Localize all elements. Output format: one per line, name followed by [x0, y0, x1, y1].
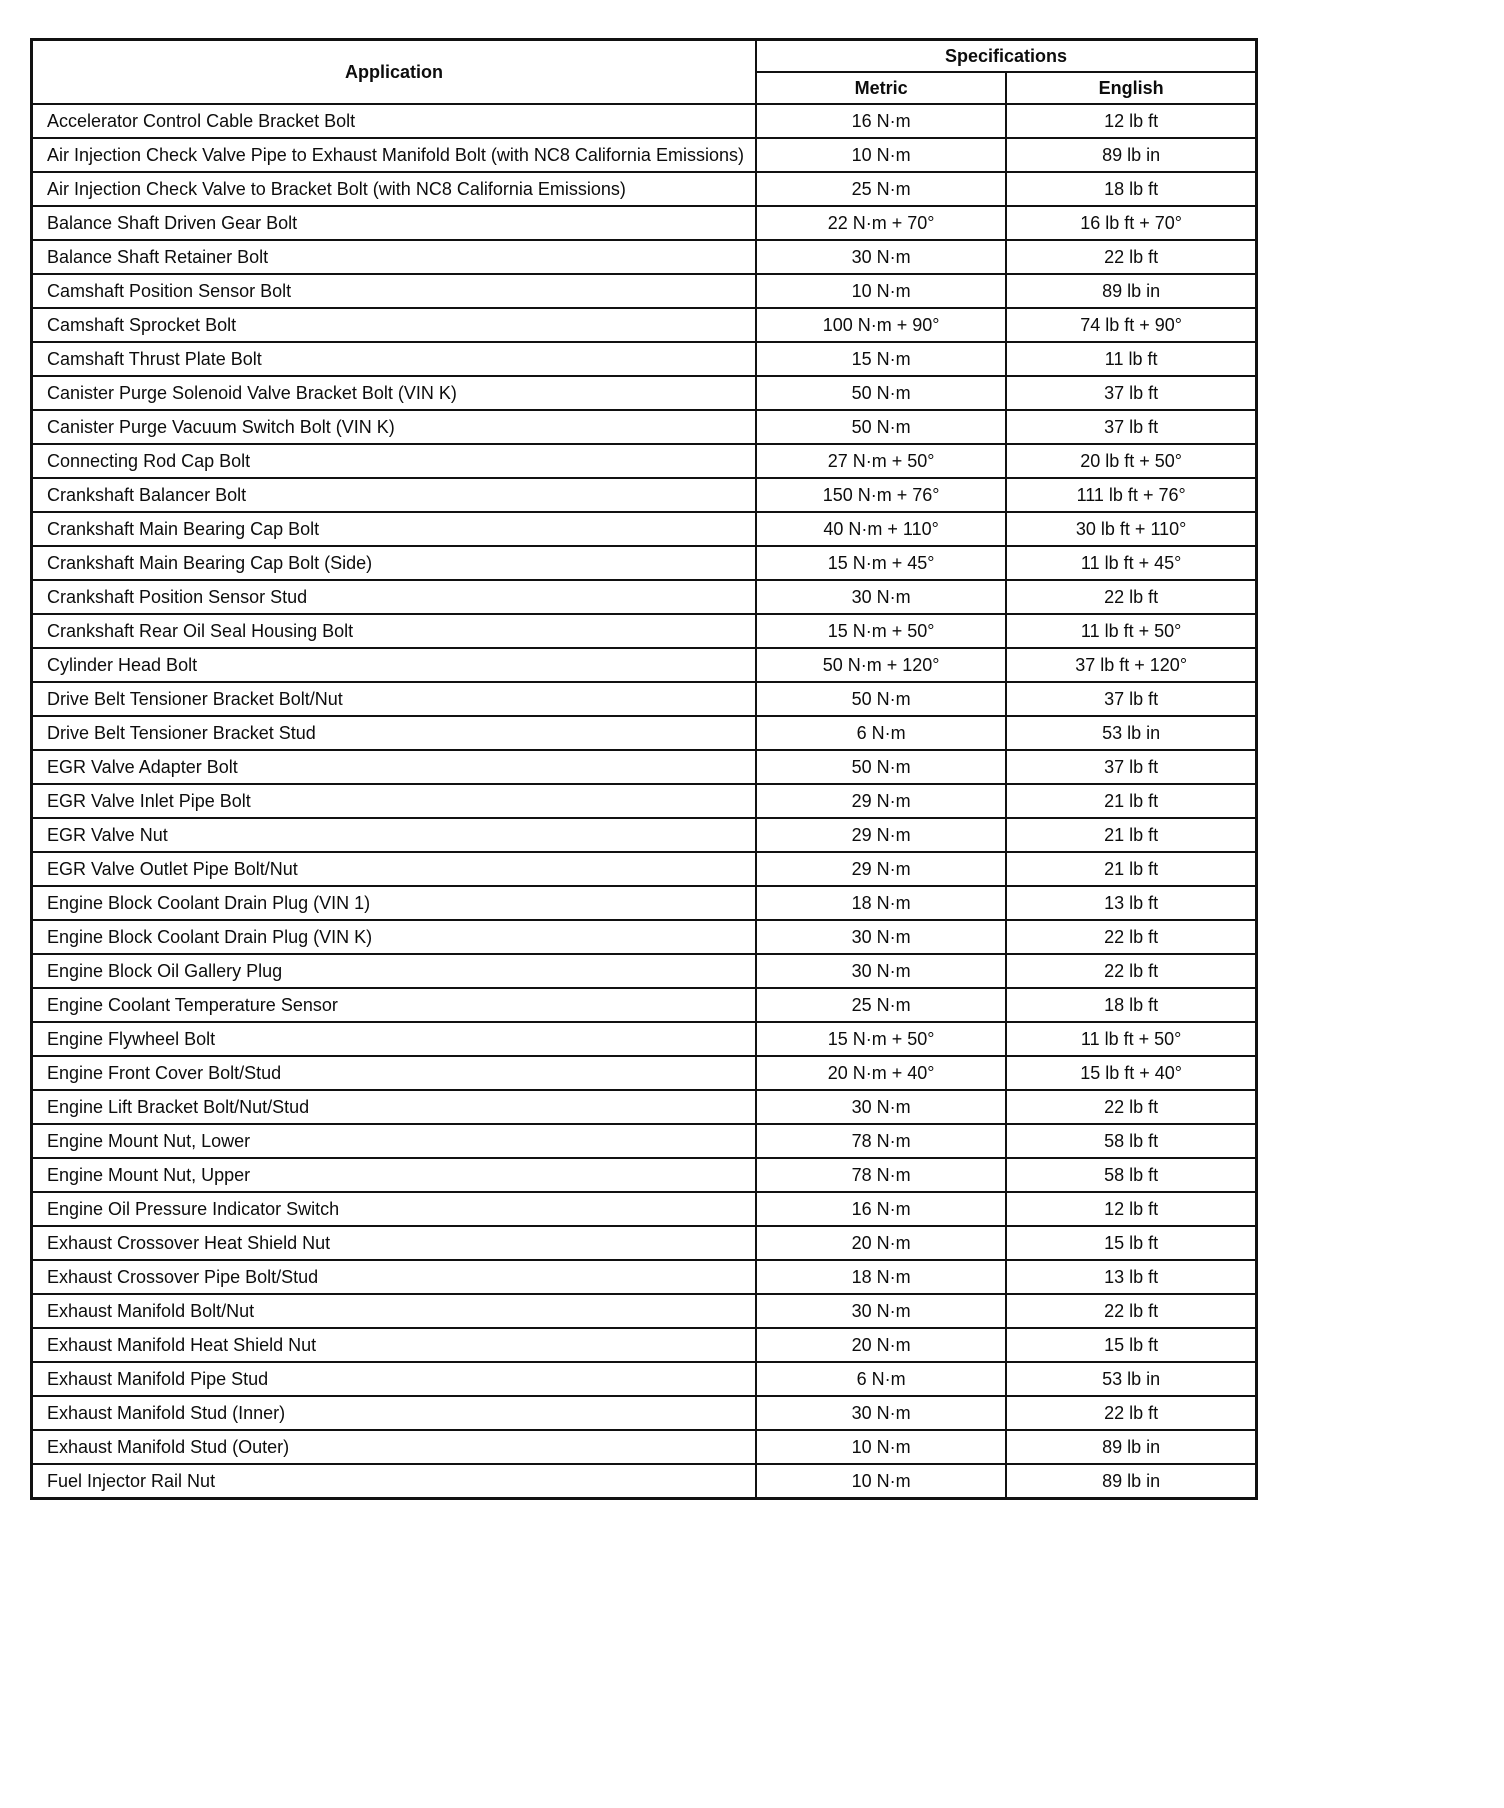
metric-value-cell: 20 N·m + 40°	[756, 1056, 1006, 1090]
application-cell: Engine Lift Bracket Bolt/Nut/Stud	[32, 1090, 757, 1124]
metric-value-cell: 15 N·m + 45°	[756, 546, 1006, 580]
table-row	[32, 546, 1257, 580]
metric-value-cell: 30 N·m	[756, 1396, 1006, 1430]
metric-value-cell: 50 N·m	[756, 750, 1006, 784]
application-cell: Crankshaft Main Bearing Cap Bolt	[32, 512, 757, 546]
english-value-cell: 22 lb ft	[1006, 920, 1256, 954]
metric-value-cell: 18 N·m	[756, 1260, 1006, 1294]
english-value-cell: 15 lb ft	[1006, 1328, 1256, 1362]
table-row	[32, 580, 1257, 614]
metric-value-cell: 29 N·m	[756, 852, 1006, 886]
table-row	[32, 886, 1257, 920]
metric-value-cell: 20 N·m	[756, 1328, 1006, 1362]
english-value-cell: 89 lb in	[1006, 1464, 1256, 1499]
application-cell: Crankshaft Balancer Bolt	[32, 478, 757, 512]
metric-value-cell: 50 N·m	[756, 376, 1006, 410]
metric-value-cell: 78 N·m	[756, 1158, 1006, 1192]
table-row	[32, 138, 1257, 172]
application-cell: Exhaust Crossover Heat Shield Nut	[32, 1226, 757, 1260]
application-cell: Engine Block Oil Gallery Plug	[32, 954, 757, 988]
metric-value-cell: 150 N·m + 76°	[756, 478, 1006, 512]
english-value-cell: 37 lb ft	[1006, 376, 1256, 410]
table-row	[32, 512, 1257, 546]
metric-value-cell: 50 N·m + 120°	[756, 648, 1006, 682]
metric-value-cell: 15 N·m + 50°	[756, 614, 1006, 648]
english-value-cell: 22 lb ft	[1006, 1396, 1256, 1430]
metric-value-cell: 25 N·m	[756, 172, 1006, 206]
header-row-top	[32, 40, 1257, 73]
application-cell: Engine Block Coolant Drain Plug (VIN K)	[32, 920, 757, 954]
application-cell: Camshaft Thrust Plate Bolt	[32, 342, 757, 376]
application-cell: Exhaust Manifold Stud (Inner)	[32, 1396, 757, 1430]
metric-value-cell: 16 N·m	[756, 104, 1006, 138]
english-value-cell: 58 lb ft	[1006, 1124, 1256, 1158]
application-cell: EGR Valve Adapter Bolt	[32, 750, 757, 784]
english-value-cell: 22 lb ft	[1006, 580, 1256, 614]
application-cell: Engine Coolant Temperature Sensor	[32, 988, 757, 1022]
application-cell: Balance Shaft Retainer Bolt	[32, 240, 757, 274]
application-cell: Air Injection Check Valve Pipe to Exhaust Manifold Bolt (with NC8 California Emissions)	[32, 138, 757, 172]
table-row	[32, 206, 1257, 240]
metric-value-cell: 40 N·m + 110°	[756, 512, 1006, 546]
application-cell: EGR Valve Nut	[32, 818, 757, 852]
metric-value-cell: 20 N·m	[756, 1226, 1006, 1260]
english-value-cell: 22 lb ft	[1006, 1090, 1256, 1124]
english-value-cell: 89 lb in	[1006, 274, 1256, 308]
english-value-cell: 37 lb ft	[1006, 750, 1256, 784]
english-value-cell: 22 lb ft	[1006, 954, 1256, 988]
metric-value-cell: 30 N·m	[756, 920, 1006, 954]
metric-value-cell: 100 N·m + 90°	[756, 308, 1006, 342]
application-cell: Engine Mount Nut, Upper	[32, 1158, 757, 1192]
table-row	[32, 682, 1257, 716]
application-cell: Exhaust Manifold Pipe Stud	[32, 1362, 757, 1396]
table-row	[32, 274, 1257, 308]
english-value-cell: 37 lb ft	[1006, 410, 1256, 444]
application-cell: Engine Mount Nut, Lower	[32, 1124, 757, 1158]
table-row	[32, 240, 1257, 274]
table-row	[32, 614, 1257, 648]
metric-value-cell: 16 N·m	[756, 1192, 1006, 1226]
metric-value-cell: 50 N·m	[756, 410, 1006, 444]
english-value-cell: 13 lb ft	[1006, 1260, 1256, 1294]
table-row	[32, 1396, 1257, 1430]
english-value-cell: 89 lb in	[1006, 138, 1256, 172]
english-value-cell: 37 lb ft + 120°	[1006, 648, 1256, 682]
application-cell: Exhaust Manifold Bolt/Nut	[32, 1294, 757, 1328]
table-row	[32, 1362, 1257, 1396]
table-row	[32, 1056, 1257, 1090]
table-row	[32, 988, 1257, 1022]
table-row	[32, 1328, 1257, 1362]
english-value-cell: 11 lb ft + 45°	[1006, 546, 1256, 580]
table-row	[32, 308, 1257, 342]
metric-value-cell: 15 N·m + 50°	[756, 1022, 1006, 1056]
application-cell: EGR Valve Inlet Pipe Bolt	[32, 784, 757, 818]
metric-value-cell: 10 N·m	[756, 1430, 1006, 1464]
metric-value-cell: 30 N·m	[756, 954, 1006, 988]
application-cell: Camshaft Position Sensor Bolt	[32, 274, 757, 308]
table-header	[32, 40, 1257, 105]
table-row	[32, 172, 1257, 206]
english-value-cell: 111 lb ft + 76°	[1006, 478, 1256, 512]
english-column-header: English	[1006, 72, 1256, 104]
application-column-header: Application	[32, 40, 757, 105]
metric-value-cell: 29 N·m	[756, 784, 1006, 818]
english-value-cell: 20 lb ft + 50°	[1006, 444, 1256, 478]
application-cell: Air Injection Check Valve to Bracket Bolt (with NC8 California Emissions)	[32, 172, 757, 206]
english-value-cell: 18 lb ft	[1006, 988, 1256, 1022]
application-cell: Camshaft Sprocket Bolt	[32, 308, 757, 342]
application-cell: Canister Purge Solenoid Valve Bracket Bolt (VIN K)	[32, 376, 757, 410]
metric-value-cell: 15 N·m	[756, 342, 1006, 376]
english-value-cell: 11 lb ft + 50°	[1006, 614, 1256, 648]
application-cell: Balance Shaft Driven Gear Bolt	[32, 206, 757, 240]
english-value-cell: 22 lb ft	[1006, 1294, 1256, 1328]
metric-value-cell: 27 N·m + 50°	[756, 444, 1006, 478]
table-row	[32, 1226, 1257, 1260]
metric-value-cell: 30 N·m	[756, 1090, 1006, 1124]
application-cell: Engine Flywheel Bolt	[32, 1022, 757, 1056]
application-cell: Drive Belt Tensioner Bracket Stud	[32, 716, 757, 750]
table-row	[32, 444, 1257, 478]
metric-value-cell: 6 N·m	[756, 1362, 1006, 1396]
application-cell: Exhaust Manifold Stud (Outer)	[32, 1430, 757, 1464]
table-row	[32, 920, 1257, 954]
table-row	[32, 1022, 1257, 1056]
english-value-cell: 18 lb ft	[1006, 172, 1256, 206]
application-cell: Drive Belt Tensioner Bracket Bolt/Nut	[32, 682, 757, 716]
table-row	[32, 818, 1257, 852]
english-value-cell: 37 lb ft	[1006, 682, 1256, 716]
english-value-cell: 22 lb ft	[1006, 240, 1256, 274]
english-value-cell: 11 lb ft + 50°	[1006, 1022, 1256, 1056]
table-row	[32, 478, 1257, 512]
table-row	[32, 376, 1257, 410]
application-cell: Crankshaft Rear Oil Seal Housing Bolt	[32, 614, 757, 648]
metric-value-cell: 10 N·m	[756, 138, 1006, 172]
table-row	[32, 852, 1257, 886]
metric-value-cell: 10 N·m	[756, 274, 1006, 308]
english-value-cell: 15 lb ft	[1006, 1226, 1256, 1260]
application-cell: Engine Block Coolant Drain Plug (VIN 1)	[32, 886, 757, 920]
application-cell: Crankshaft Position Sensor Stud	[32, 580, 757, 614]
metric-value-cell: 50 N·m	[756, 682, 1006, 716]
application-cell: Engine Front Cover Bolt/Stud	[32, 1056, 757, 1090]
metric-value-cell: 6 N·m	[756, 716, 1006, 750]
application-cell: Connecting Rod Cap Bolt	[32, 444, 757, 478]
metric-column-header: Metric	[756, 72, 1006, 104]
english-value-cell: 21 lb ft	[1006, 852, 1256, 886]
metric-value-cell: 10 N·m	[756, 1464, 1006, 1499]
metric-value-cell: 30 N·m	[756, 240, 1006, 274]
metric-value-cell: 18 N·m	[756, 886, 1006, 920]
table-row	[32, 784, 1257, 818]
english-value-cell: 53 lb in	[1006, 716, 1256, 750]
metric-value-cell: 30 N·m	[756, 1294, 1006, 1328]
metric-value-cell: 22 N·m + 70°	[756, 206, 1006, 240]
application-cell: Engine Oil Pressure Indicator Switch	[32, 1192, 757, 1226]
metric-value-cell: 25 N·m	[756, 988, 1006, 1022]
application-cell: Exhaust Manifold Heat Shield Nut	[32, 1328, 757, 1362]
english-value-cell: 30 lb ft + 110°	[1006, 512, 1256, 546]
english-value-cell: 89 lb in	[1006, 1430, 1256, 1464]
english-value-cell: 21 lb ft	[1006, 784, 1256, 818]
metric-value-cell: 78 N·m	[756, 1124, 1006, 1158]
table-row	[32, 1464, 1257, 1499]
english-value-cell: 74 lb ft + 90°	[1006, 308, 1256, 342]
spec-rows	[32, 104, 1257, 1499]
table-row	[32, 750, 1257, 784]
application-cell: Exhaust Crossover Pipe Bolt/Stud	[32, 1260, 757, 1294]
metric-value-cell: 29 N·m	[756, 818, 1006, 852]
table-row	[32, 1192, 1257, 1226]
table-row	[32, 1430, 1257, 1464]
english-value-cell: 11 lb ft	[1006, 342, 1256, 376]
table-row	[32, 1158, 1257, 1192]
english-value-cell: 53 lb in	[1006, 1362, 1256, 1396]
application-cell: Crankshaft Main Bearing Cap Bolt (Side)	[32, 546, 757, 580]
table-row	[32, 342, 1257, 376]
torque-spec-table	[30, 38, 1258, 1500]
table-row	[32, 410, 1257, 444]
application-cell: Accelerator Control Cable Bracket Bolt	[32, 104, 757, 138]
english-value-cell: 21 lb ft	[1006, 818, 1256, 852]
table-row	[32, 1124, 1257, 1158]
table-row	[32, 104, 1257, 138]
english-value-cell: 16 lb ft + 70°	[1006, 206, 1256, 240]
metric-value-cell: 30 N·m	[756, 580, 1006, 614]
table-row	[32, 1260, 1257, 1294]
application-cell: EGR Valve Outlet Pipe Bolt/Nut	[32, 852, 757, 886]
specifications-header: Specifications	[756, 40, 1257, 73]
application-cell: Fuel Injector Rail Nut	[32, 1464, 757, 1499]
table-row	[32, 648, 1257, 682]
table-row	[32, 1090, 1257, 1124]
english-value-cell: 15 lb ft + 40°	[1006, 1056, 1256, 1090]
english-value-cell: 12 lb ft	[1006, 1192, 1256, 1226]
table-row	[32, 716, 1257, 750]
application-cell: Cylinder Head Bolt	[32, 648, 757, 682]
application-cell: Canister Purge Vacuum Switch Bolt (VIN K)	[32, 410, 757, 444]
english-value-cell: 13 lb ft	[1006, 886, 1256, 920]
table-row	[32, 954, 1257, 988]
english-value-cell: 12 lb ft	[1006, 104, 1256, 138]
table-row	[32, 1294, 1257, 1328]
english-value-cell: 58 lb ft	[1006, 1158, 1256, 1192]
